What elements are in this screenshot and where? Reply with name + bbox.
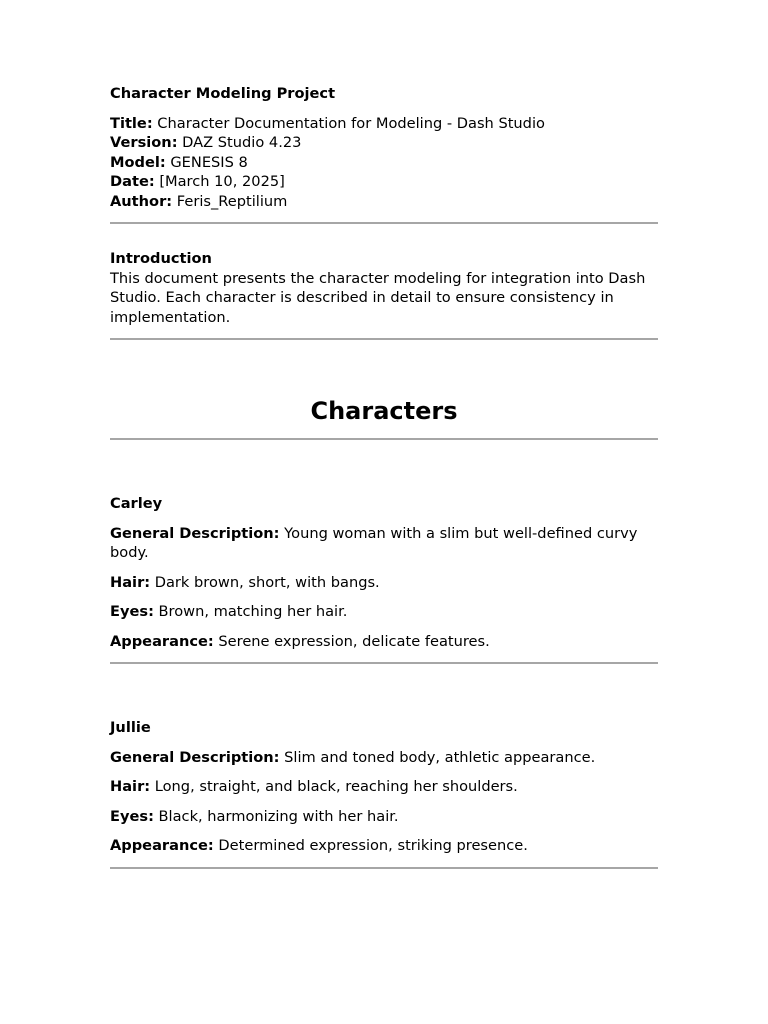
meta-version — [110, 133, 658, 153]
field-value: Serene expression, delicate features. — [213, 632, 490, 650]
character-name: Jullie — [110, 719, 151, 736]
field-label: Hair: — [110, 778, 151, 795]
field-value: Dark brown, short, with bangs. — [150, 573, 380, 591]
meta-date-value: [March 10, 2025] — [154, 173, 285, 190]
meta-model-value: GENESIS 8 — [165, 153, 248, 171]
field-label: General Description: — [110, 524, 280, 542]
meta-version-label: Version: — [110, 134, 178, 151]
divider — [110, 222, 658, 224]
divider — [110, 438, 658, 440]
field-label: Appearance: — [110, 632, 214, 650]
meta-author-label: Author: — [110, 192, 173, 210]
field-value: Black, harmonizing with her hair. — [153, 807, 399, 825]
divider — [110, 867, 658, 869]
character-eyes — [110, 807, 658, 827]
meta-title-label: Title: — [110, 114, 153, 132]
character-hair — [110, 573, 658, 593]
character-hair — [110, 777, 658, 797]
divider — [110, 662, 658, 664]
document-page — [110, 84, 658, 869]
field-value: Determined expression, striking presence. — [213, 837, 528, 854]
meta-title-value: Character Documentation for Modeling - Dash Studio — [152, 114, 545, 132]
meta-author — [110, 192, 658, 212]
field-value: Brown, matching her hair. — [153, 603, 348, 620]
character-general-description — [110, 748, 658, 768]
character-card-jullie — [110, 718, 658, 869]
introduction-title: Introduction — [110, 250, 212, 267]
field-label: Eyes: — [110, 603, 154, 620]
character-eyes — [110, 602, 658, 622]
meta-author-value: Feris_Reptilium — [172, 192, 288, 210]
meta-date-label: Date: — [110, 173, 155, 190]
field-label: Appearance: — [110, 837, 214, 854]
meta-model — [110, 153, 658, 173]
field-value: Slim and toned body, athletic appearance. — [279, 748, 596, 766]
meta-title — [110, 114, 658, 134]
character-appearance — [110, 632, 658, 652]
introduction-text: This document presents the character modeling for integration into Dash Studio. Each character is described in detail to ensure consistency in implementation. — [110, 269, 646, 326]
meta-model-label: Model: — [110, 153, 166, 171]
field-value: Long, straight, and black, reaching her shoulders. — [150, 778, 518, 795]
character-card-carley — [110, 494, 658, 664]
character-general-description — [110, 524, 658, 563]
character-name: Carley — [110, 495, 163, 512]
character-appearance — [110, 836, 658, 856]
characters-heading: Characters — [310, 397, 458, 425]
metadata-block — [110, 114, 658, 212]
meta-version-value: DAZ Studio 4.23 — [177, 134, 302, 151]
field-label: General Description: — [110, 748, 280, 766]
meta-date — [110, 172, 658, 192]
field-label: Eyes: — [110, 807, 154, 825]
document-heading: Character Modeling Project — [110, 85, 336, 102]
field-label: Hair: — [110, 573, 151, 591]
divider — [110, 338, 658, 340]
field-value: Young woman with a slim but well-defined curvy body. — [110, 524, 638, 561]
